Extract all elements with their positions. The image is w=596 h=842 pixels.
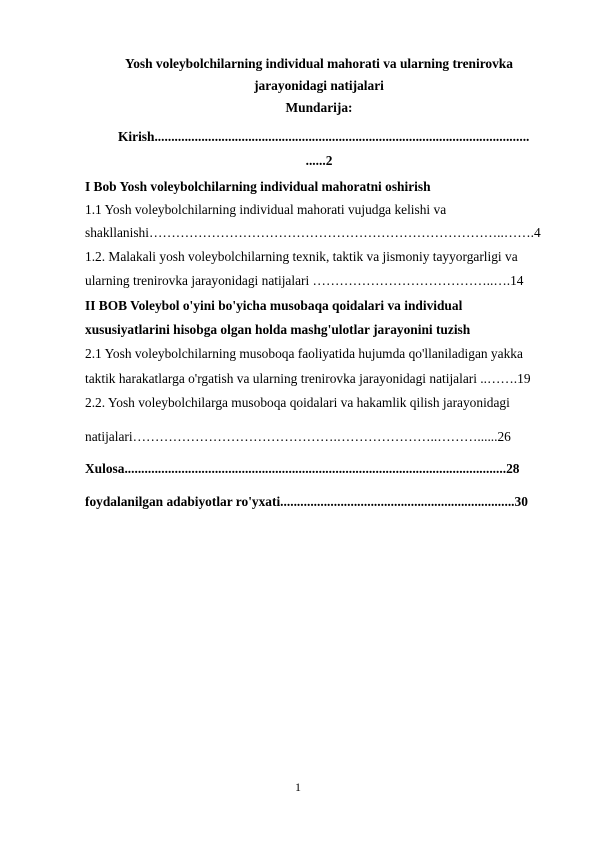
toc-item-2-2-line-2: natijalari……………………………………….…………………..………......26 [85,429,511,444]
toc-item-2-2-line-1: 2.2. Yosh voleybolchilarga musoboqa qoidalari va hakamlik qilish jarayonidagi [85,395,510,410]
toc-chapter-2-title-line-2: xususiyatlarini hisobga olgan holda mashg'ulotlar jarayonini tuzish [85,322,471,337]
contents-heading: Mundarija: [285,100,353,115]
document-title-line-2: jarayonidagi natijalari [254,78,384,93]
toc-chapter-1-title: I Bob Yosh voleybolchilarning individual mahoratni oshirish [85,179,431,194]
document-title-line-1: Yosh voleybolchilarning individual mahorati va ularning trenirovka [125,56,513,71]
toc-item-1-1-line-2: shakllanishi……………………………………………………………………..…….4 [85,225,541,240]
toc-intro-line-2: ......2 [305,153,333,168]
toc-references: foydalanilgan adabiyotlar ro'yxati......................................................................30 [85,494,528,509]
toc-item-1-2-line-2: ularning trenirovka jarayonidagi natijalari …………………………………..….14 [85,273,524,288]
toc-item-1-1-line-1: 1.1 Yosh voleybolchilarning individual mahorati vujudga kelishi va [85,202,447,217]
toc-item-2-1-line-1: 2.1 Yosh voleybolchilarning musoboqa faoliyatida hujumda qo'llaniladigan yakka [85,346,523,361]
toc-intro-line-1: Kirish................................................................................................................ [118,129,530,144]
page-number: 1 [295,780,301,794]
toc-conclusion: Xulosa..................................................................................................................28 [85,461,520,476]
toc-item-1-2-line-1: 1.2. Malakali yosh voleybolchilarning texnik, taktik va jismoniy tayyorgarligi va [85,249,518,264]
toc-chapter-2-title-line-1: II BOB Voleybol o'yini bo'yicha musobaqa qoidalari va individual [85,298,463,313]
toc-item-2-1-line-2: taktik harakatlarga o'rgatish va ularning trenirovka jarayonidagi natijalari ..…….19 [85,371,531,386]
